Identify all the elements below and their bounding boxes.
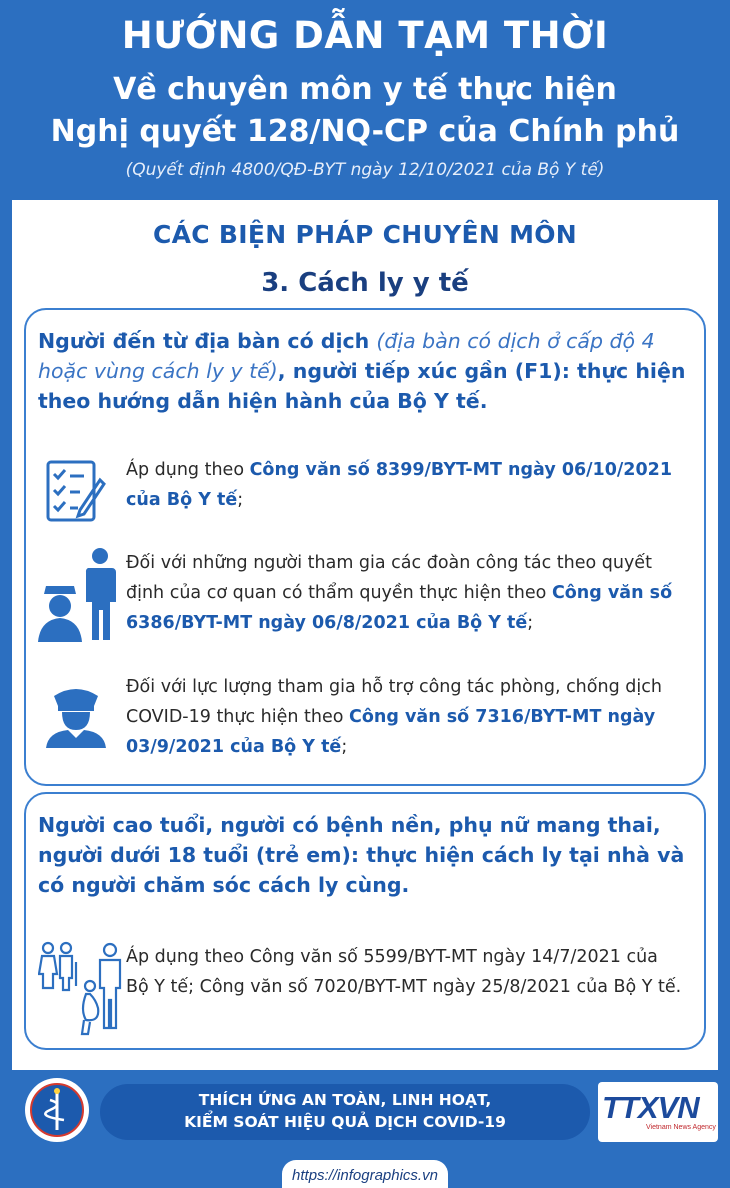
decision-note: (Quyết định 4800/QĐ-BYT ngày 12/10/2021 của Bộ Y tế) <box>125 160 605 180</box>
quarantine-group-box-2 <box>24 792 706 1050</box>
ttxvn-logo-subtext: Vietnam News Agency <box>646 1124 716 1131</box>
page-title: HƯỚNG DẪN TẠM THỜI <box>121 14 609 57</box>
list-item: Áp dụng theo Công văn số 5599/BYT-MT ngày 14/7/2021 của Bộ Y tế; Công văn số 7020/BYT-MT ngày 25/8/2021 của Bộ Y tế. <box>126 947 682 997</box>
ttxvn-logo <box>598 1082 718 1142</box>
slogan-line1: THÍCH ỨNG AN TOÀN, LINH HOẠT, <box>198 1091 492 1109</box>
document-reference: Công văn số 7316/BYT-MT ngày 03/9/2021 của Bộ Y tế <box>126 707 656 757</box>
item-text: Đối với những người tham gia các đoàn công tác theo quyết định của cơ quan có thẩm quyền thực hiện theo <box>126 553 652 603</box>
section-subtitle: 3. Cách ly y tế <box>261 268 469 298</box>
officer-icon <box>44 682 108 748</box>
ministry-of-health-logo <box>22 1072 92 1146</box>
item-text-end: ; <box>341 737 348 757</box>
item-text-end: ; <box>237 490 244 510</box>
group-1-lead-bold: Người đến từ địa bàn có dịch <box>38 329 370 353</box>
list-item <box>126 548 686 638</box>
item-text-end: ; <box>527 613 534 633</box>
section-title: CÁC BIỆN PHÁP CHUYÊN MÔN <box>152 220 578 249</box>
slogan-banner <box>100 1084 590 1140</box>
source-url[interactable]: https://infographics.vn <box>282 1160 448 1188</box>
group-1-lead <box>38 326 688 416</box>
group-1-lead-italic: (địa bàn có dịch ở cấp độ 4 hoặc vùng cách ly y tế) <box>38 329 655 383</box>
content-panel <box>12 200 718 1070</box>
list-item <box>126 455 686 515</box>
item-text: Áp dụng theo <box>126 460 250 480</box>
list-item <box>126 672 686 762</box>
quarantine-group-box-1 <box>24 308 706 786</box>
group-1-lead-bold-2: , người tiếp xúc gần (F1): thực hiện theo hướng dẫn hiện hành của Bộ Y tế. <box>38 359 686 413</box>
checklist-icon <box>44 458 106 524</box>
slogan-line2: KIỂM SOÁT HIỆU QUẢ DỊCH COVID-19 <box>184 1113 506 1131</box>
page-subtitle-line2: Nghị quyết 128/NQ-CP của Chính phủ <box>50 114 680 149</box>
staff-group-icon <box>36 546 120 644</box>
item-text: Đối với lực lượng tham gia hỗ trợ công tác phòng, chống dịch COVID-19 thực hiện theo <box>126 677 662 727</box>
family-icon <box>38 940 130 1038</box>
ttxvn-logo-text: TTXVN <box>602 1090 699 1125</box>
header <box>0 0 730 200</box>
group-2-lead: Người cao tuổi, người có bệnh nền, phụ nữ mang thai, người dưới 18 tuổi (trẻ em): thực hiện cách ly tại nhà và có người chăm sóc cách ly cùng. <box>38 813 685 897</box>
document-reference: Công văn số 6386/BYT-MT ngày 06/8/2021 của Bộ Y tế <box>126 583 673 633</box>
document-reference: Công văn số 8399/BYT-MT ngày 06/10/2021 của Bộ Y tế <box>126 460 673 510</box>
page-subtitle-line1: Về chuyên môn y tế thực hiện <box>113 72 617 107</box>
